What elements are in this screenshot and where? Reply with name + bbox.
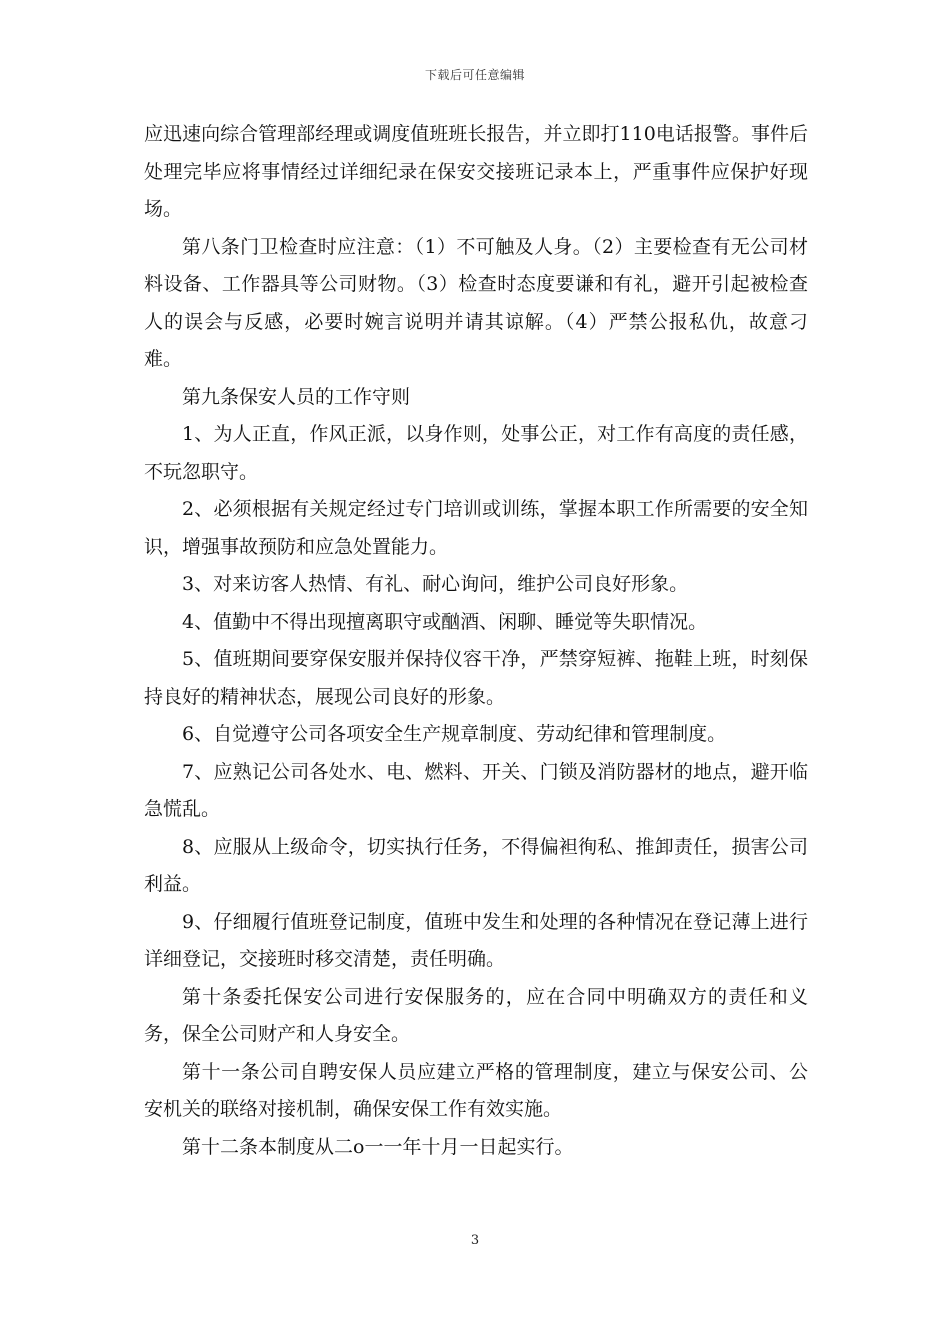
- list-item: 7、应熟记公司各处水、电、燃料、开关、门锁及消防器材的地点，避开临急慌乱。: [144, 760, 808, 820]
- list-item: 6、自觉遵守公司各项安全生产规章制度、劳动纪律和管理制度。: [182, 723, 727, 745]
- list-item: 8、应服从上级命令，切实执行任务，不得偏袒徇私、推卸责任，损害公司利益。: [144, 835, 808, 895]
- paragraph: 应迅速向综合管理部经理或调度值班班长报告，并立即打110电话报警。事件后处理完毕应将事情经过详细纪录在保安交接班记录本上，严重事件应保护好现场。: [144, 123, 808, 220]
- list-item: 5、值班期间要穿保安服并保持仪容干净，严禁穿短裤、拖鞋上班，时刻保持良好的精神状态，展现公司良好的形象。: [144, 648, 808, 708]
- paragraph: 第八条门卫检查时应注意：（1）不可触及人身。（2）主要检查有无公司材料设备、工作器具等公司财物。（3）检查时态度要谦和有礼，避开引起被检查人的误会与反感，必要时婉言说明并请其谅解。（4）严禁公报私仇，故意刁难。: [144, 235, 808, 370]
- section-heading: 第九条保安人员的工作守则: [182, 385, 411, 408]
- list-item: 9、仔细履行值班登记制度，值班中发生和处理的各种情况在登记薄上进行详细登记，交接班时移交清楚，责任明确。: [144, 910, 808, 970]
- page-number: 3: [470, 1233, 480, 1248]
- document-body: [144, 116, 808, 1166]
- paragraph: 第十二条本制度从二o一一年十月一日起实行。: [182, 1135, 574, 1158]
- list-item: 2、必须根据有关规定经过专门培训或训练，掌握本职工作所需要的安全知识，增强事故预防和应急处置能力。: [144, 498, 808, 558]
- paragraph: 第十条委托保安公司进行安保服务的，应在合同中明确双方的责任和义务，保全公司财产和人身安全。: [144, 985, 808, 1045]
- paragraph: 第十一条公司自聘安保人员应建立严格的管理制度，建立与保安公司、公安机关的联络对接机制，确保安保工作有效实施。: [144, 1060, 808, 1120]
- list-item: 1、为人正直，作风正派，以身作则，处事公正，对工作有高度的责任感，不玩忽职守。: [144, 423, 808, 483]
- list-item: 3、对来访客人热情、有礼、耐心询问，维护公司良好形象。: [182, 573, 689, 595]
- list-item: 4、值勤中不得出现擅离职守或酗酒、闲聊、睡觉等失职情况。: [182, 610, 708, 633]
- page-header: 下载后可任意编辑: [424, 68, 525, 82]
